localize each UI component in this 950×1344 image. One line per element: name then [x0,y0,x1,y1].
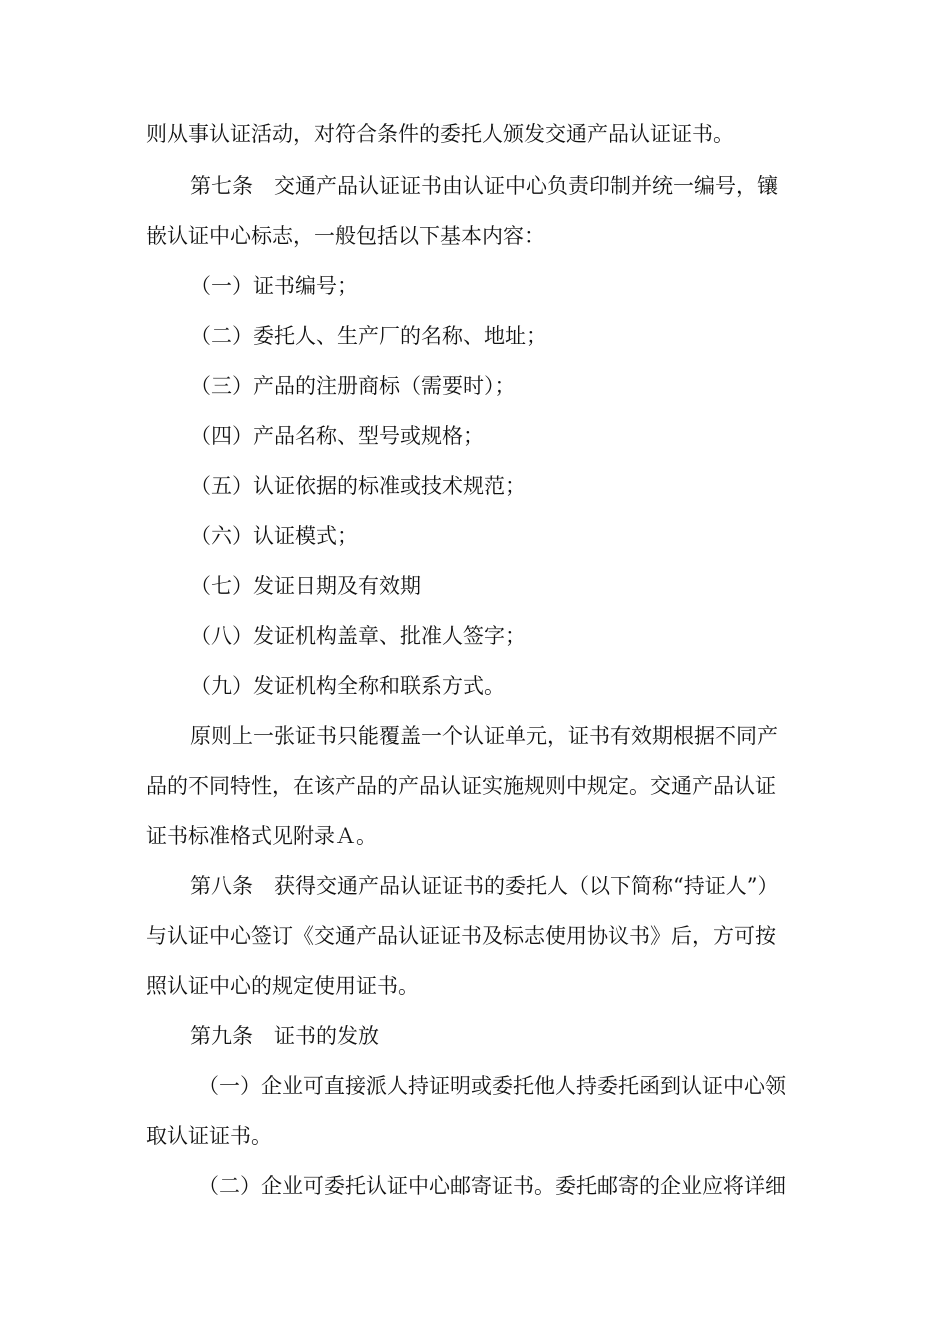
text: 取认证证书。 [146,1124,272,1148]
article-8-heading-line [190,872,854,900]
list-item [190,472,854,500]
text-line [190,722,854,750]
text: （五）认证依据的标准或技术规范； [190,474,526,498]
list-item [190,622,854,650]
list-item [190,672,854,700]
list-item [190,422,854,450]
article-number: 第七条 [190,174,253,198]
text: 证书的发放 [274,1024,379,1048]
text: （一）证书编号； [190,274,358,298]
text: 嵌认证中心标志，一般包括以下基本内容： [146,224,545,248]
text: （二）委托人、生产厂的名称、地址； [190,324,547,348]
text-line [146,822,810,850]
list-item [190,322,854,350]
text-line [146,120,810,148]
text: 与认证中心签订《交通产品认证证书及标志使用协议书》后，方可按 [146,924,776,948]
text: 原则上一张证书只能覆盖一个认证单元，证书有效期根据不同产 [190,724,778,748]
list-item [190,372,854,400]
list-item [190,272,854,300]
text: （一）企业可直接派人持证明或委托他人持委托函到认证中心领 [198,1074,786,1098]
text-line [146,972,810,1000]
text-line [146,1122,810,1150]
text-line [146,222,810,250]
list-item [198,1172,862,1200]
article-7-heading-line [190,172,854,200]
text: （三）产品的注册商标（需要时）； [190,374,516,398]
text: （八）发证机构盖章、批准人签字； [190,624,526,648]
text: （九）发证机构全称和联系方式。 [190,674,505,698]
text: 则从事认证活动，对符合条件的委托人颁发交通产品认证证书。 [146,122,734,146]
text-line [146,922,810,950]
text: 获得交通产品认证证书的委托人（以下简称“持证人”） [274,874,779,898]
list-item [198,1072,862,1100]
text: （七）发证日期及有效期 [190,574,421,598]
text: （二）企业可委托认证中心邮寄证书。委托邮寄的企业应将详细 [198,1174,786,1198]
text: 照认证中心的规定使用证书。 [146,974,419,998]
article-number: 第八条 [190,874,253,898]
article-number: 第九条 [190,1024,253,1048]
text: 证书标准格式见附录Ａ。 [146,824,377,848]
text: 品的不同特性，在该产品的产品认证实施规则中规定。交通产品认证 [146,774,776,798]
text: （六）认证模式； [190,524,358,548]
list-item [190,522,854,550]
text: （四）产品名称、型号或规格； [190,424,484,448]
text-line [146,772,810,800]
text: 交通产品认证证书由认证中心负责印制并统一编号，镶 [274,174,778,198]
article-9-heading-line [190,1022,854,1050]
list-item [190,572,854,600]
